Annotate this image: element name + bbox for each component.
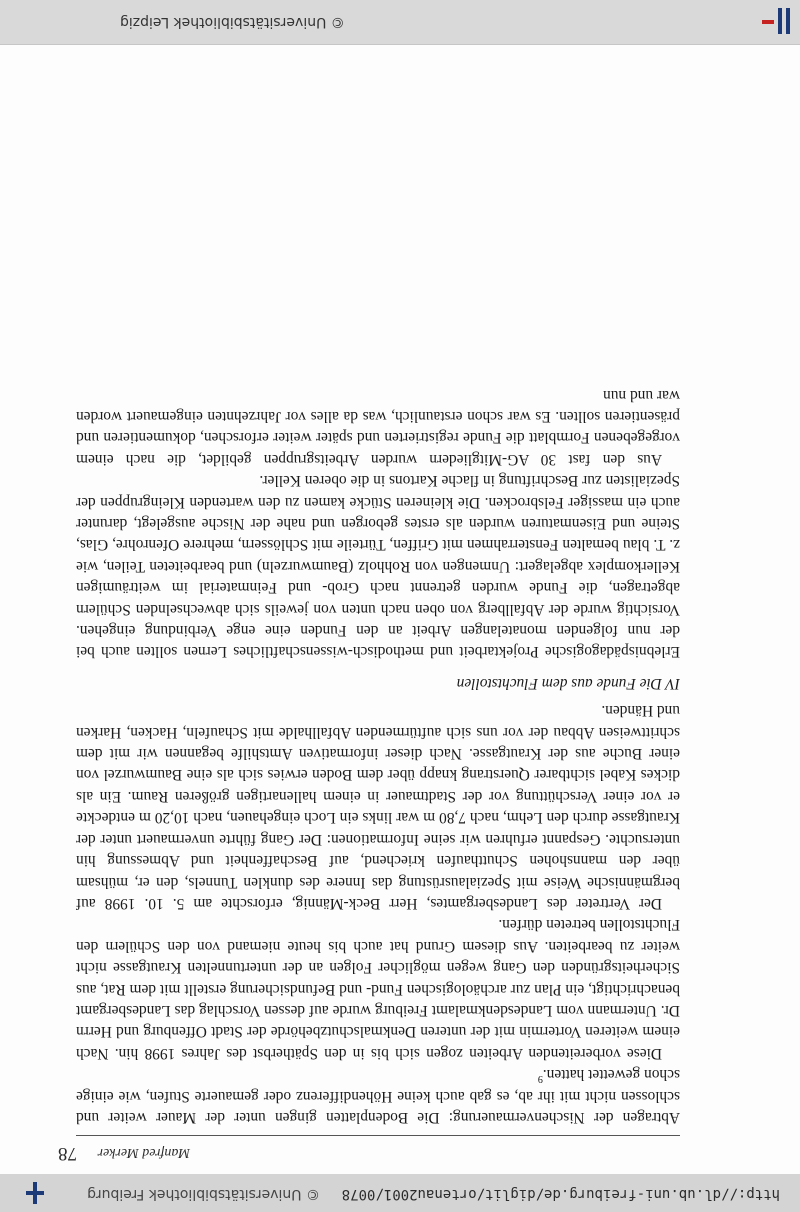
- paragraph: Der Vertreter des Landesbergamtes, Herr Beck-Männig, erforschte am 5. 10. 1998 auf bergmännische Weise mit Spezialausrüstung das Innere des dunklen Tunnels, den er, mühsam über den mannshohen Schutthaufen kriechend, auf Beschaffenheit und Abmessung hin untersuchte. Gespannt erfuhren wir seine Informationen: Der Gang führte unvermauert unter der Krautgasse durch den Lehm, nach 7,80 m war links ein Loch eingehauen, nach 10,20 m entdeckte er vor einer Verschüttung vor der Stadtmauer in einem hallenartigen größeren Raum. Ein als dickes Kabel sichtbarer Querstrang knapp über dem Boden erwies sich als eine Baumwurzel von einer Buche aus der Krautgasse. Nach dieser informativen Amtshilfe begannen wir mit dem schrittweisen Abbau der vor uns sich auftürmenden Abfallhalde mit Schaufeln, Hacken, Harken und Händen.: [76, 702, 680, 912]
- library-brand: © Universitätsbibliothek Freiburg: [87, 1186, 320, 1202]
- paragraph: Aus den fast 30 AG-Mitgliedern wurden Arbeitsgruppen gebildet, die nach einem vorgegebenen Formblatt die Funde registrierten und später weiter erforschen, dokumentieren und präsentieren sollten. Es war schon erstaunlich, was da alles vor Jahrzehnten eingemauert worden war und nun: [76, 386, 680, 468]
- document-url[interactable]: http://dl.ub.uni-freiburg.de/diglit/ortenau2001/0078: [341, 1186, 780, 1202]
- section-heading: IV Die Funde aus dem Fluchtstollen: [456, 674, 680, 692]
- footnote-reference[interactable]: 9: [537, 1073, 543, 1085]
- paragraph: Diese vorbereitenden Arbeiten zogen sich bis in den Spätherbst des Jahres 1998 hin. Nach einem weiteren Vortermin mit der unteren Denkmalschutzbehörde der Stadt Offenburg und Herrn Dr. Untermann vom Landesdenkmalamt Freiburg wurde auf dessen Vorschlag das Landesbergamt benachrichtigt, ein Plan zur archäologischen Fund- und Befundsicherung erstellt mit dem Rat, aus Sicherheitsgründen den Gang wegen möglicher Folgen an der untertunnelten Krautgasse nicht weiter zu bearbeiten. Aus diesem Grund hat auch bis heute niemand von den Schülern den Fluchtstollen betreten dürfen.: [76, 916, 680, 1062]
- document-page: [0, 44, 800, 1174]
- paragraph: Erlebnispädagogische Projektarbeit und methodisch-wissenschaftliches Lernen sollten auch bei der nun folgenden monatelangen Arbeit an den Funden eine enge Verbindung eingehen. Vorsichtig wurde der Abfallberg von oben nach unten von jeweils sich abwechselnden Schülern abgetragen, die Funde wurden getrennt nach Grob- und Feinmaterial im weiträumigen Kellerkomplex abgelagert: Unmengen von Rohholz (Baumwurzeln) und bearbeiteten Teilen, wie z. T. blau bemalten Fensterrahmen mit Griffen, Türteile mit Schlössern, mehrere Ofenrohre, Glas, Steine und Eisenmaturen wurden als erstes geborgen und nahe der Nische ausgelegt, darunter auch ein massiger Felsbrocken. Die kleineren Stücke kamen zu den wartenden Kleingruppen der Spezialisten zur Beschriftung in flache Kartons in die oberen Keller.: [76, 472, 680, 661]
- library-logo-icon: [26, 1182, 44, 1204]
- library-footer-bar: [0, 0, 800, 45]
- paragraph: Abtragen der Nischenvermauerung: Die Bodenplatten gingen unter der Mauer weiter und schlossen nicht mit ihr ab, es gab auch keine Höhendifferenz oder gemauerte Stufen, wie einige schon gewettet hatten.$^9$: [76, 1066, 680, 1126]
- body-text: [76, 384, 680, 1128]
- footer-logo-icon: [730, 4, 790, 38]
- header-rule: [76, 1135, 680, 1136]
- page-number: 78: [58, 1143, 77, 1164]
- footer-copyright: © Universitätsbibliothek Leipzig: [120, 14, 345, 30]
- library-header-bar: [0, 1173, 800, 1212]
- running-head: Manfred Merker: [97, 1145, 190, 1160]
